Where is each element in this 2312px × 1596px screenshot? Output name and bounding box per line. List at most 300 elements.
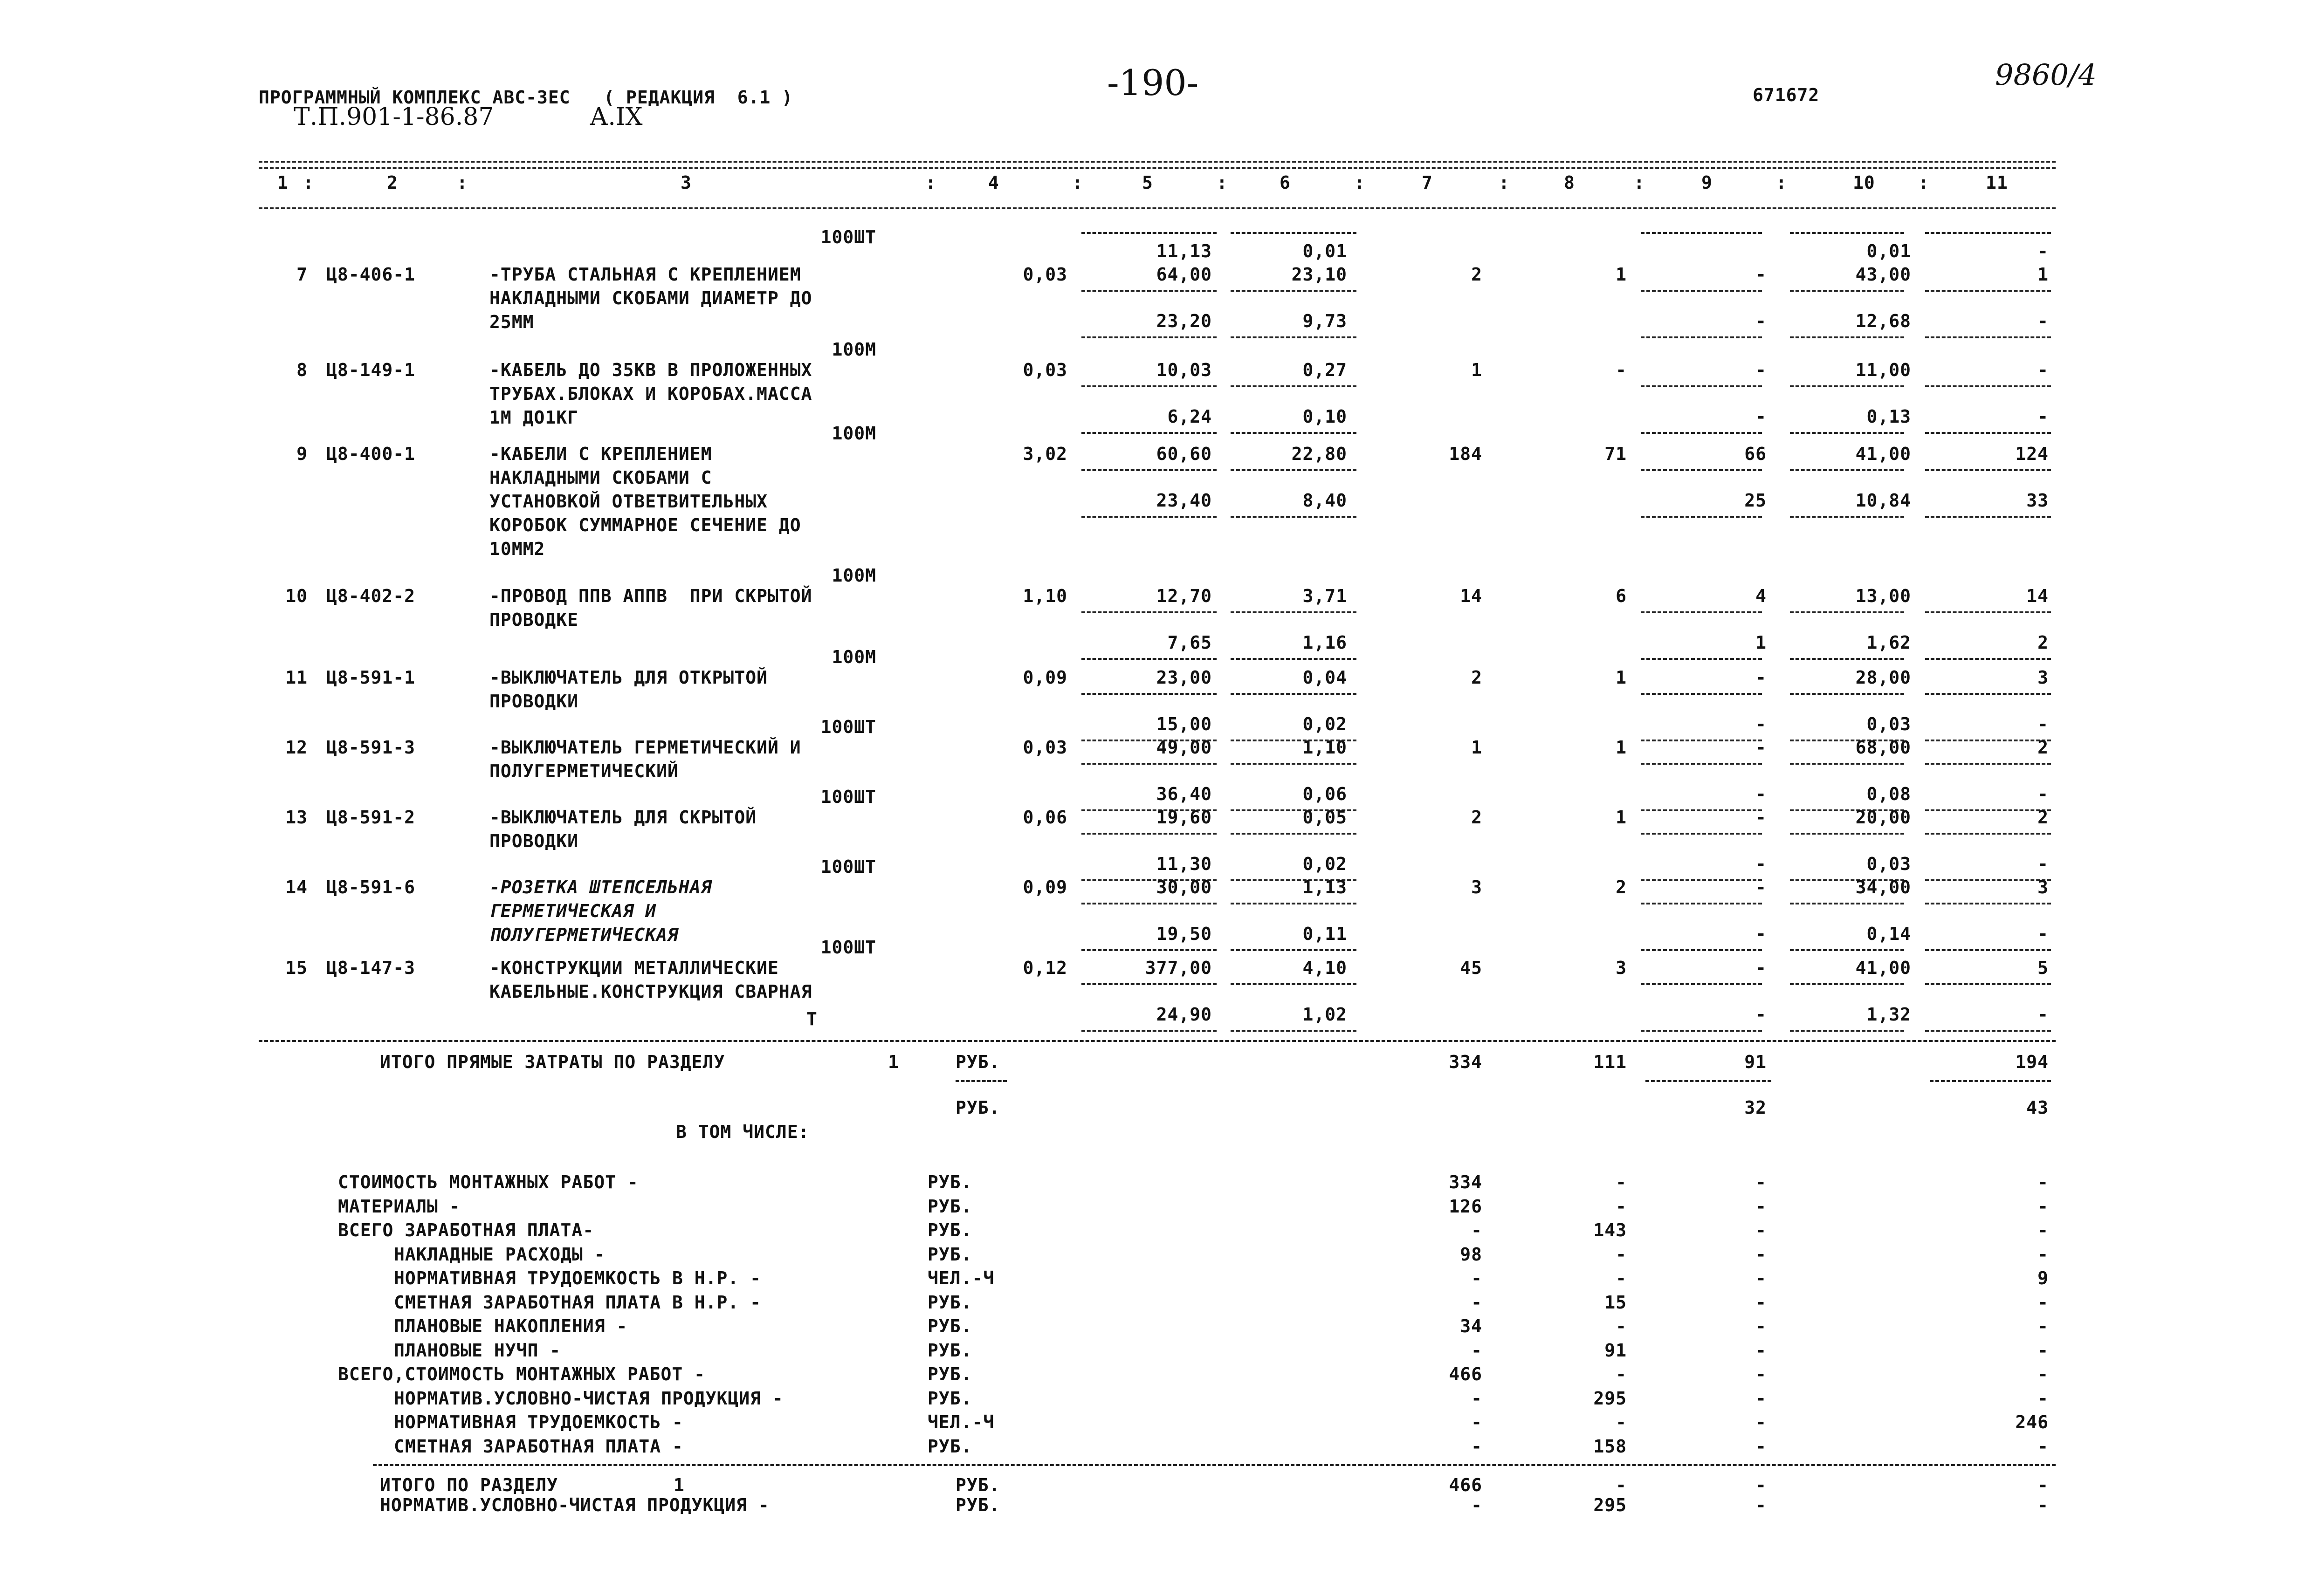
summary-c11: 246: [2015, 1412, 2049, 1432]
summary-c11: -: [2037, 1316, 2049, 1336]
labor-total: 3: [2037, 877, 2049, 897]
machine-cost: 91: [1744, 1052, 1767, 1072]
machine-cost-sub: -: [1755, 311, 1767, 331]
total-cost: 1: [1471, 737, 1482, 758]
value-rule: [1790, 516, 1904, 518]
unit-cost-sub: 19,50: [1156, 924, 1212, 944]
work-description: ГЕРМЕТИЧЕСКАЯ И: [489, 901, 657, 921]
summary-c9: -: [1755, 1364, 1767, 1384]
header-bottom-rule: [259, 207, 2056, 209]
work-description: -ВЫКЛЮЧАТЕЛЬ ГЕРМЕТИЧЕСКИЙ И: [489, 737, 801, 758]
value-rule: [1641, 693, 1762, 695]
labor-total: 1: [2037, 264, 2049, 285]
value-rule: [1790, 903, 1904, 904]
quantity: 0,03: [1023, 737, 1067, 758]
labor-unit-sub: 0,14: [1866, 924, 1911, 944]
work-description: -КАБЕЛИ С КРЕПЛЕНИЕМ: [489, 444, 712, 464]
unit-cost-sub: 23,20: [1156, 311, 1212, 331]
labor-total: -: [2037, 360, 2049, 380]
material-value: 0,01: [1866, 241, 1911, 261]
value-rule: [1231, 336, 1356, 338]
value-rule: [1081, 763, 1217, 765]
summary-c8: -: [1616, 1196, 1627, 1217]
summary-c8: 91: [1604, 1340, 1627, 1361]
work-description: ТРУБАХ.БЛОКАХ И КОРОБАХ.МАССА: [489, 384, 812, 404]
summary-unit: РУБ.: [928, 1436, 972, 1457]
total-cost: 3: [1471, 877, 1482, 897]
unit-label: 100ШТ: [820, 717, 876, 737]
unit-wage: 22,80: [1291, 444, 1347, 464]
value-rule: [1790, 432, 1904, 434]
value-rule: [1790, 611, 1904, 613]
final-unit: РУБ.: [956, 1495, 1000, 1515]
unit-label: 100М: [832, 647, 876, 667]
labor-total: 2: [2037, 737, 2049, 758]
column-separator: :: [925, 172, 936, 193]
section-rule: [373, 1464, 2056, 1466]
section-rule: [259, 1040, 2056, 1042]
unit-cost: 30,00: [1156, 877, 1212, 897]
work-description: КАБЕЛЬНЫЕ.КОНСТРУКЦИЯ СВАРНАЯ: [489, 981, 812, 1002]
labor-unit-sub: 1,32: [1866, 1004, 1911, 1025]
value-rule: [1790, 1030, 1904, 1032]
unit-cost: 23,00: [1156, 667, 1212, 688]
summary-unit: РУБ.: [928, 1196, 972, 1217]
unit-wage-sub: 0,06: [1302, 784, 1347, 804]
summary-c11: -: [2037, 1172, 2049, 1192]
labor-unit: 20,00: [1855, 807, 1911, 828]
column-header-5: 5: [1142, 172, 1153, 193]
material-value: 0,01: [1302, 241, 1347, 261]
summary-c8: -: [1616, 1316, 1627, 1336]
unit-wage: 0,27: [1302, 360, 1347, 380]
work-description: ПРОВОДКЕ: [489, 610, 579, 630]
summary-c7: 126: [1449, 1196, 1482, 1217]
total-cost: 14: [1460, 586, 1482, 606]
summary-label: НОРМАТИВНАЯ ТРУДОЕМКОСТЬ -: [394, 1412, 683, 1432]
including-label: В ТОМ ЧИСЛЕ:: [676, 1122, 810, 1142]
summary-label: МАТЕРИАЛЫ -: [338, 1196, 461, 1217]
summary-c9: -: [1755, 1268, 1767, 1288]
machine-cost: -: [1755, 877, 1767, 897]
value-rule: [1925, 336, 2051, 338]
value-rule: [1081, 1030, 1217, 1032]
value-rule: [1231, 833, 1356, 835]
summary-unit: РУБ.: [928, 1340, 972, 1361]
labor-total-sub: -: [2037, 784, 2049, 804]
labor-total-sub: -: [2037, 406, 2049, 427]
final-unit: РУБ.: [956, 1475, 1000, 1495]
unit-label: 100ШТ: [820, 787, 876, 807]
rate-code: Ц8-591-3: [326, 737, 416, 758]
summary-unit: ЧЕЛ.-Ч: [928, 1268, 995, 1288]
work-description: -КОНСТРУКЦИИ МЕТАЛЛИЧЕСКИЕ: [489, 958, 779, 978]
summary-c7: 98: [1460, 1244, 1482, 1265]
total-wage: 3: [1616, 958, 1627, 978]
direct-costs-label: ИТОГО ПРЯМЫЕ ЗАТРАТЫ ПО РАЗДЕЛУ: [380, 1052, 725, 1072]
summary-c8: -: [1616, 1268, 1627, 1288]
value-rule: [1081, 290, 1217, 292]
labor-total: 5: [2037, 958, 2049, 978]
value-rule: [1790, 290, 1904, 292]
total-wage: 2: [1616, 877, 1627, 897]
summary-label: СМЕТНАЯ ЗАРАБОТНАЯ ПЛАТА -: [394, 1436, 683, 1457]
labor-unit-sub: 12,68: [1855, 311, 1911, 331]
labor-unit-sub: 0,03: [1866, 854, 1911, 874]
column-separator: :: [457, 172, 468, 193]
value-rule: [1081, 983, 1217, 985]
machine-cost-sub: -: [1755, 924, 1767, 944]
value-rule: [1790, 658, 1904, 660]
value-rule: [1231, 290, 1356, 292]
labor-total-sub: -: [2037, 714, 2049, 734]
machine-cost-sub: -: [1755, 854, 1767, 874]
unit-label: 100М: [832, 339, 876, 360]
value-rule: [1790, 833, 1904, 835]
summary-label: НОРМАТИВ.УСЛОВНО-ЧИСТАЯ ПРОДУКЦИЯ -: [394, 1388, 784, 1409]
quantity: 0,12: [1023, 958, 1067, 978]
currency-unit: РУБ.: [956, 1052, 1000, 1072]
work-description: -ВЫКЛЮЧАТЕЛЬ ДЛЯ СКРЫТОЙ: [489, 807, 757, 828]
summary-c7: 466: [1449, 1364, 1482, 1384]
value-rule: [1231, 949, 1356, 951]
machine-cost: -: [1755, 737, 1767, 758]
labor-total-sub: -: [2037, 854, 2049, 874]
column-separator: :: [1634, 172, 1645, 193]
final-c8: -: [1616, 1475, 1627, 1495]
column-header-9: 9: [1701, 172, 1713, 193]
summary-label: ВСЕГО ЗАРАБОТНАЯ ПЛАТА-: [338, 1220, 594, 1240]
unit-wage-sub: 0,10: [1302, 406, 1347, 427]
value-rule: [1790, 336, 1904, 338]
summary-c11: -: [2037, 1292, 2049, 1313]
value-rule: [1081, 693, 1217, 695]
labor-total-sub: -: [2037, 1004, 2049, 1025]
value-rule: [1925, 611, 2051, 613]
value-rule: [1081, 432, 1217, 434]
row-number: 9: [296, 444, 308, 464]
row-number: 13: [285, 807, 308, 828]
value-rule: [1231, 232, 1356, 234]
labor-total-sub: 43: [2026, 1097, 2049, 1118]
unit-wage: 1,13: [1302, 877, 1347, 897]
labor-unit: 11,00: [1855, 360, 1911, 380]
column-header-7: 7: [1422, 172, 1433, 193]
value-rule: [1645, 1080, 1771, 1082]
summary-c9: -: [1755, 1196, 1767, 1217]
work-description: 1М ДО1КГ: [489, 407, 579, 428]
value-rule: [1790, 949, 1904, 951]
summary-label: ПЛАНОВЫЕ НАКОПЛЕНИЯ -: [394, 1316, 628, 1336]
summary-c9: -: [1755, 1244, 1767, 1265]
unit-label: Т: [806, 1009, 818, 1029]
value-rule: [1081, 385, 1217, 387]
unit-wage-sub: 9,73: [1302, 311, 1347, 331]
rate-code: Ц8-591-6: [326, 877, 416, 897]
value-rule: [1925, 658, 2051, 660]
section-number: 1: [674, 1475, 685, 1495]
work-description: -ПРОВОД ППВ АППВ ПРИ СКРЫТОЙ: [489, 586, 812, 606]
machine-cost: -: [1755, 360, 1767, 380]
unit-cost: 377,00: [1145, 958, 1212, 978]
unit-cost: 12,70: [1156, 586, 1212, 606]
rate-code: Ц8-147-3: [326, 958, 416, 978]
work-description: КОРОБОК СУММАРНОЕ СЕЧЕНИЕ ДО: [489, 515, 801, 535]
value-rule: [1081, 833, 1217, 835]
summary-c9: -: [1755, 1412, 1767, 1432]
total-wage: 111: [1593, 1052, 1627, 1072]
final-c9: -: [1755, 1495, 1767, 1515]
value-rule: [1641, 903, 1762, 904]
quantity: 0,03: [1023, 360, 1067, 380]
summary-c8: -: [1616, 1244, 1627, 1265]
column-header-4: 4: [988, 172, 999, 193]
unit-cost: 49,00: [1156, 737, 1212, 758]
page-number: -190-: [1107, 62, 1199, 103]
unit-cost-sub: 23,40: [1156, 490, 1212, 511]
summary-label: СТОИМОСТЬ МОНТАЖНЫХ РАБОТ -: [338, 1172, 639, 1192]
value-rule: [1231, 693, 1356, 695]
unit-wage: 3,71: [1302, 586, 1347, 606]
value-rule: [1790, 693, 1904, 695]
work-description: ПРОВОДКИ: [489, 831, 579, 851]
value-rule: [1081, 232, 1217, 234]
value-rule: [1925, 763, 2051, 765]
rate-code: Ц8-591-2: [326, 807, 416, 828]
quantity: 0,09: [1023, 667, 1067, 688]
value-rule: [1641, 1030, 1762, 1032]
summary-c11: -: [2037, 1364, 2049, 1384]
machine-cost-sub: -: [1755, 1004, 1767, 1025]
work-description: -ТРУБА СТАЛЬНАЯ С КРЕПЛЕНИЕМ: [489, 264, 801, 285]
unit-cost-sub: 6,24: [1167, 406, 1212, 427]
unit-cost-sub: 15,00: [1156, 714, 1212, 734]
labor-unit-sub: 1,62: [1866, 632, 1911, 653]
machine-cost-sub: 32: [1744, 1097, 1767, 1118]
machine-cost-sub: -: [1755, 714, 1767, 734]
summary-unit: РУБ.: [928, 1388, 972, 1409]
currency-unit: РУБ.: [956, 1097, 1000, 1118]
value-rule: [1231, 763, 1356, 765]
labor-unit: 13,00: [1855, 586, 1911, 606]
value-rule: [1641, 469, 1762, 471]
unit-cost-sub: 24,90: [1156, 1004, 1212, 1025]
summary-c9: -: [1755, 1388, 1767, 1409]
unit-wage: 1,10: [1302, 737, 1347, 758]
summary-c11: -: [2037, 1340, 2049, 1361]
summary-c8: 295: [1593, 1388, 1627, 1409]
final-c11: -: [2037, 1495, 2049, 1515]
summary-c11: -: [2037, 1196, 2049, 1217]
summary-c8: 15: [1604, 1292, 1627, 1313]
total-wage: 1: [1616, 667, 1627, 688]
rate-code: Ц8-406-1: [326, 264, 416, 285]
rate-code: Ц8-591-1: [326, 667, 416, 688]
summary-c7: 334: [1449, 1172, 1482, 1192]
summary-c8: -: [1616, 1172, 1627, 1192]
summary-c7: -: [1471, 1340, 1482, 1361]
rate-code: Ц8-149-1: [326, 360, 416, 380]
unit-wage: 0,05: [1302, 807, 1347, 828]
summary-label: НОРМАТИВНАЯ ТРУДОЕМКОСТЬ В Н.Р. -: [394, 1268, 761, 1288]
value-rule: [1925, 432, 2051, 434]
total-cost: 2: [1471, 667, 1482, 688]
unit-cost-sub: 7,65: [1167, 632, 1212, 653]
column-header-1: 1: [277, 172, 289, 193]
total-wage: -: [1616, 360, 1627, 380]
unit-label: 100М: [832, 423, 876, 444]
quantity: 0,09: [1023, 877, 1067, 897]
summary-unit: РУБ.: [928, 1364, 972, 1384]
unit-cost: 60,60: [1156, 444, 1212, 464]
labor-unit-sub: 10,84: [1855, 490, 1911, 511]
final-c8: 295: [1593, 1495, 1627, 1515]
material-value: -: [2037, 241, 2049, 261]
summary-label: СМЕТНАЯ ЗАРАБОТНАЯ ПЛАТА В Н.Р. -: [394, 1292, 761, 1313]
value-rule: [1925, 983, 2051, 985]
value-rule: [1081, 903, 1217, 904]
machine-cost: 66: [1744, 444, 1767, 464]
value-rule: [1925, 516, 2051, 518]
work-description: НАКЛАДНЫМИ СКОБАМИ ДИАМЕТР ДО: [489, 288, 812, 308]
summary-label: ПЛАНОВЫЕ НУЧП -: [394, 1340, 561, 1361]
material-value: 11,13: [1156, 241, 1212, 261]
work-description: НАКЛАДНЫМИ СКОБАМИ С: [489, 467, 712, 488]
column-header-6: 6: [1280, 172, 1291, 193]
value-rule: [1641, 658, 1762, 660]
value-rule: [1641, 763, 1762, 765]
value-rule: [1231, 611, 1356, 613]
summary-c11: -: [2037, 1244, 2049, 1265]
unit-cost: 64,00: [1156, 264, 1212, 285]
total-cost: 1: [1471, 360, 1482, 380]
unit-cost: 10,03: [1156, 360, 1212, 380]
summary-c8: -: [1616, 1364, 1627, 1384]
work-description: -КАБЕЛЬ ДО 35КВ В ПРОЛОЖЕННЫХ: [489, 360, 812, 380]
quantity: 3,02: [1023, 444, 1067, 464]
row-number: 14: [285, 877, 308, 897]
value-rule: [1641, 232, 1762, 234]
labor-total-sub: 2: [2037, 632, 2049, 653]
total-wage: 1: [1616, 264, 1627, 285]
machine-cost: -: [1755, 807, 1767, 828]
unit-label: 100М: [832, 565, 876, 586]
value-rule: [1641, 611, 1762, 613]
unit-wage-sub: 8,40: [1302, 490, 1347, 511]
unit-wage-sub: 1,16: [1302, 632, 1347, 653]
value-rule: [1925, 833, 2051, 835]
value-rule: [1081, 611, 1217, 613]
unit-wage: 4,10: [1302, 958, 1347, 978]
machine-cost-sub: 1: [1755, 632, 1767, 653]
labor-total-sub: -: [2037, 311, 2049, 331]
summary-c8: 143: [1593, 1220, 1627, 1240]
value-rule: [1925, 385, 2051, 387]
labor-total-sub: 33: [2026, 490, 2049, 511]
machine-cost: -: [1755, 667, 1767, 688]
column-separator: :: [1072, 172, 1083, 193]
value-rule: [1925, 469, 2051, 471]
value-rule: [1930, 1080, 2051, 1082]
value-rule: [1231, 469, 1356, 471]
summary-c11: -: [2037, 1388, 2049, 1409]
section-number: 1: [888, 1052, 899, 1072]
program-header: ПРОГРАММНЫЙ КОМПЛЕКС АВС-3ЕС ( РЕДАКЦИЯ 6.1 ): [259, 87, 793, 108]
summary-unit: РУБ.: [928, 1316, 972, 1336]
value-rule: [1641, 385, 1762, 387]
value-rule: [1790, 469, 1904, 471]
value-rule: [1081, 658, 1217, 660]
summary-c7: -: [1471, 1268, 1482, 1288]
final-label: ИТОГО ПО РАЗДЕЛУ: [380, 1475, 558, 1495]
summary-c8: 158: [1593, 1436, 1627, 1457]
column-header-8: 8: [1564, 172, 1575, 193]
value-rule: [1925, 693, 2051, 695]
summary-c9: -: [1755, 1292, 1767, 1313]
column-separator: :: [1499, 172, 1510, 193]
work-description: ПОЛУГЕРМЕТИЧЕСКАЯ: [489, 925, 679, 945]
work-description: УСТАНОВКОЙ ОТВЕТВИТЕЛЬНЫХ: [489, 491, 768, 512]
labor-total-sub: -: [2037, 924, 2049, 944]
value-rule: [1081, 949, 1217, 951]
value-rule: [1641, 516, 1762, 518]
value-rule: [1231, 432, 1356, 434]
summary-label: НАКЛАДНЫЕ РАСХОДЫ -: [394, 1244, 606, 1265]
value-rule: [956, 1080, 1007, 1082]
column-header-10: 10: [1853, 172, 1875, 193]
summary-c9: -: [1755, 1172, 1767, 1192]
summary-c11: -: [2037, 1220, 2049, 1240]
value-rule: [1925, 232, 2051, 234]
total-cost: 334: [1449, 1052, 1482, 1072]
total-cost: 184: [1449, 444, 1482, 464]
rate-code: Ц8-400-1: [326, 444, 416, 464]
value-rule: [1790, 983, 1904, 985]
summary-unit: РУБ.: [928, 1220, 972, 1240]
value-rule: [1081, 336, 1217, 338]
unit-wage: 23,10: [1291, 264, 1347, 285]
summary-c9: -: [1755, 1436, 1767, 1457]
album-number: А.IX: [590, 103, 643, 131]
value-rule: [1231, 658, 1356, 660]
unit-label: 100ШТ: [820, 856, 876, 877]
rate-code: Ц8-402-2: [326, 586, 416, 606]
labor-unit: 41,00: [1855, 958, 1911, 978]
value-rule: [1231, 903, 1356, 904]
labor-unit: 34,00: [1855, 877, 1911, 897]
labor-total: 3: [2037, 667, 2049, 688]
value-rule: [1231, 385, 1356, 387]
value-rule: [1231, 1030, 1356, 1032]
column-separator: :: [1918, 172, 1929, 193]
work-description: ПРОВОДКИ: [489, 691, 579, 712]
summary-c11: 9: [2037, 1268, 2049, 1288]
labor-unit: 28,00: [1855, 667, 1911, 688]
labor-total: 2: [2037, 807, 2049, 828]
column-header-11: 11: [1986, 172, 2008, 193]
unit-label: 100ШТ: [820, 227, 876, 247]
value-rule: [1925, 949, 2051, 951]
value-rule: [1925, 903, 2051, 904]
machine-cost-sub: 25: [1744, 490, 1767, 511]
machine-cost-sub: -: [1755, 784, 1767, 804]
labor-total: 124: [2015, 444, 2049, 464]
total-wage: 1: [1616, 807, 1627, 828]
summary-label: ВСЕГО,СТОИМОСТЬ МОНТАЖНЫХ РАБОТ -: [338, 1364, 705, 1384]
header-top-rule: [259, 161, 2056, 169]
work-description: 10ММ2: [489, 539, 545, 559]
machine-cost: 4: [1755, 586, 1767, 606]
